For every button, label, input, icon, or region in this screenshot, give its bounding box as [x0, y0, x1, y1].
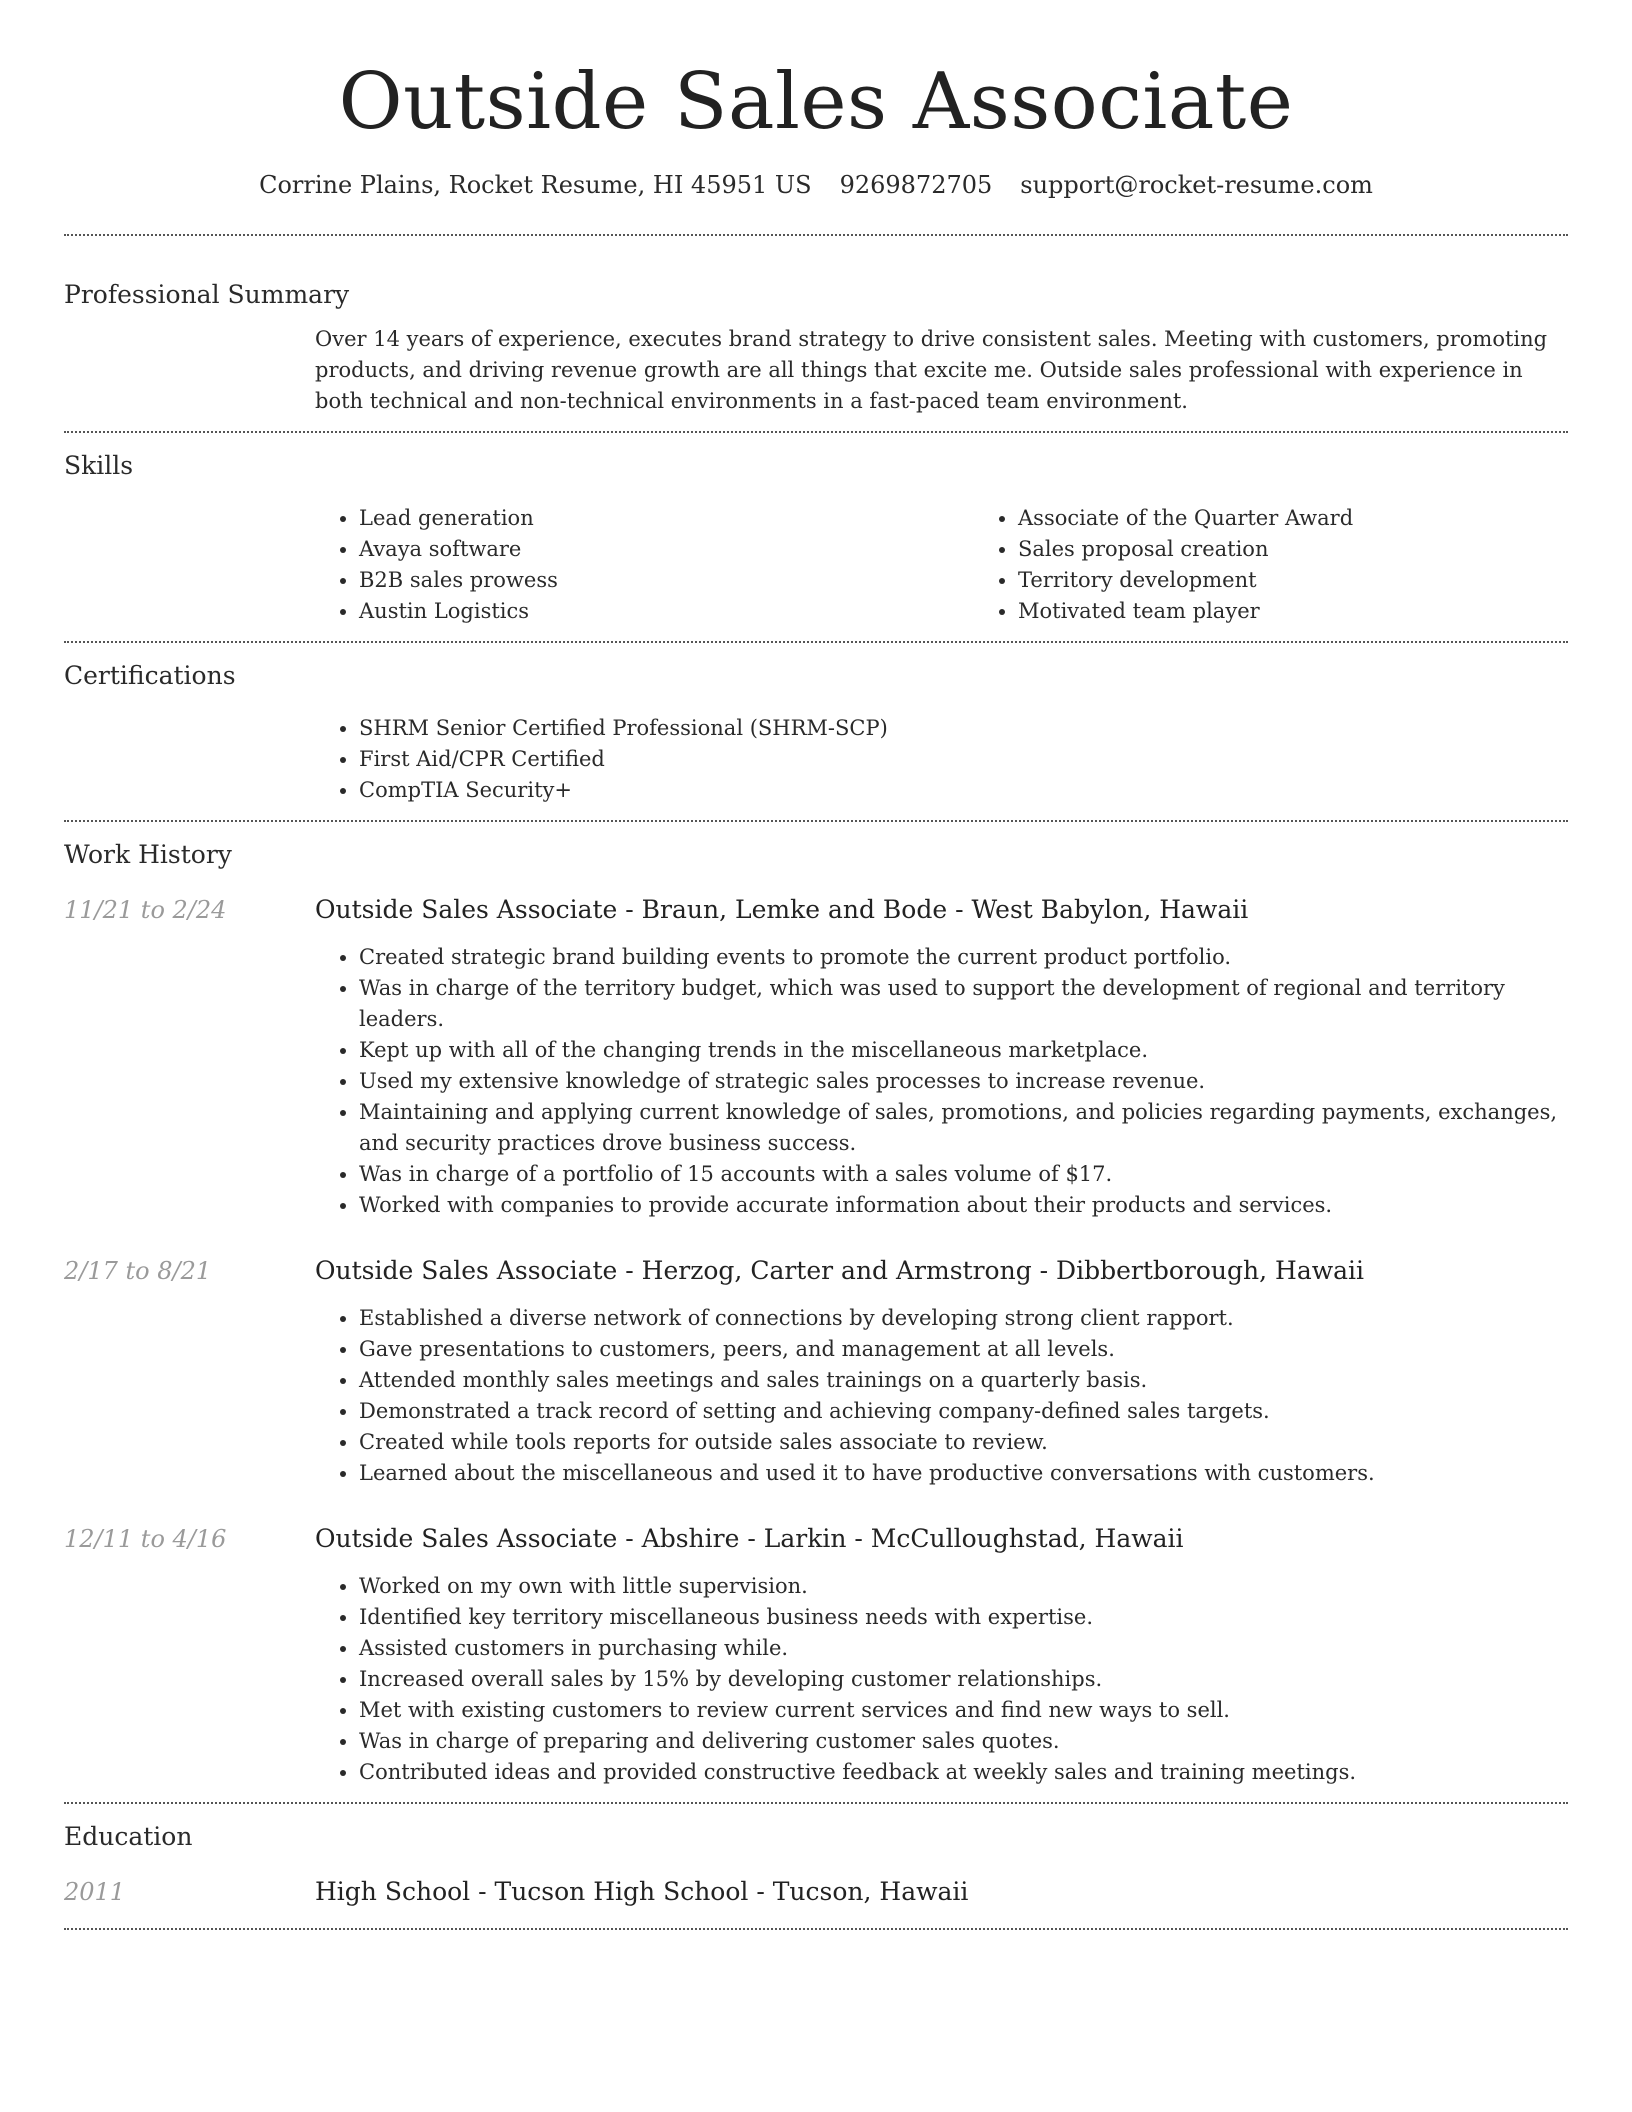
- summary-heading: Professional Summary: [64, 280, 350, 309]
- education-body: [315, 1876, 1568, 1908]
- education-section: [64, 1804, 1568, 1928]
- skill-item: • B2B sales prowess: [359, 565, 974, 596]
- summary-section: [64, 236, 1568, 431]
- skills-heading: Skills: [64, 451, 134, 480]
- job-dates: 11/21 to 2/24: [64, 896, 227, 924]
- skill-item: • Avaya software: [359, 534, 974, 565]
- skills-row: [64, 503, 1568, 641]
- job-header-row: [64, 1255, 1568, 1287]
- job-bullets: [315, 942, 1568, 1221]
- job-bullet: • Demonstrated a track record of setting and achieving company-defined sales targets.: [359, 1396, 1568, 1427]
- skills-section: [64, 433, 1568, 641]
- job-bullet: • Was in charge of the territory budget, which was used to support the development of regional and territory leaders.: [359, 973, 1568, 1035]
- work-history-section: [64, 822, 1568, 1802]
- skills-grid: [315, 503, 1632, 627]
- job-bullets: [315, 1303, 1568, 1489]
- job-dates: 12/11 to 4/16: [64, 1525, 227, 1553]
- job-bullet: • Increased overall sales by 15% by developing customer relationships.: [359, 1664, 1568, 1695]
- education-entry: High School - Tucson High School - Tucson, Hawaii: [315, 1877, 969, 1906]
- job-bullet: • Created while tools reports for outside sales associate to review.: [359, 1427, 1568, 1458]
- job-bullets-body: [315, 1303, 1568, 1489]
- summary-left: [64, 324, 315, 417]
- job-entry: [64, 1255, 1568, 1489]
- summary-text: Over 14 years of experience, executes brand strategy to drive consistent sales. Meeting with customers, promoting products, and driving revenue growth are all things that excite me. Outside sales professional with experience in both technical and non-technical environments in a fast-paced team environment.: [315, 327, 1548, 413]
- work-history-heading: Work History: [64, 840, 232, 869]
- job-bullet: • Established a diverse network of connections by developing strong client rapport.: [359, 1303, 1568, 1334]
- job-bullets-row: [64, 1571, 1568, 1788]
- job-title: Outside Sales Associate - Braun, Lemke and Bode - West Babylon, Hawaii: [315, 895, 1249, 924]
- job-bullet: • Created strategic brand building events to promote the current product portfolio.: [359, 942, 1568, 973]
- skill-item: • Motivated team player: [1018, 596, 1632, 627]
- job-entry: [64, 1523, 1568, 1802]
- job-bullet: • Contributed ideas and provided constructive feedback at weekly sales and training meetings.: [359, 1757, 1568, 1788]
- job-header-row: [64, 1523, 1568, 1555]
- job-bullets-left: [64, 1571, 315, 1788]
- job-bullet: • Worked with companies to provide accurate information about their products and services.: [359, 1190, 1568, 1221]
- certifications-row: [64, 713, 1568, 820]
- job-bullet: • Maintaining and applying current knowledge of sales, promotions, and policies regarding payments, exchanges, and security practices drove business success.: [359, 1097, 1568, 1159]
- contact-phone: 9269872705: [839, 171, 993, 199]
- job-bullets: [315, 1571, 1568, 1788]
- job-title: Outside Sales Associate - Herzog, Carter and Armstrong - Dibbertborough, Hawaii: [315, 1256, 1365, 1285]
- job-header-row: [64, 894, 1568, 926]
- skills-list-right: [974, 503, 1632, 627]
- contact-address: Corrine Plains, Rocket Resume, HI 45951 US: [259, 171, 812, 199]
- job-bullet: • Used my extensive knowledge of strategic sales processes to increase revenue.: [359, 1066, 1568, 1097]
- job-bullets-row: [64, 1303, 1568, 1489]
- education-year: 2011: [64, 1878, 126, 1906]
- job-title-wrap: [315, 894, 1568, 926]
- job-entry: [64, 894, 1568, 1221]
- job-title: Outside Sales Associate - Abshire - Larkin - McCulloughstad, Hawaii: [315, 1524, 1184, 1553]
- job-bullet: • Attended monthly sales meetings and sales trainings on a quarterly basis.: [359, 1365, 1568, 1396]
- job-title-wrap: [315, 1523, 1568, 1555]
- skill-item: • Sales proposal creation: [1018, 534, 1632, 565]
- resume-name: Outside Sales Associate: [338, 57, 1294, 147]
- job-bullets-left: [64, 1303, 315, 1489]
- skill-item: • Austin Logistics: [359, 596, 974, 627]
- job-bullet: • Learned about the miscellaneous and used it to have productive conversations with customers.: [359, 1458, 1568, 1489]
- job-bullets-body: [315, 1571, 1568, 1788]
- certifications-body: [315, 713, 1568, 806]
- divider-education: [64, 1928, 1568, 1930]
- certifications-list: [315, 713, 1568, 806]
- job-bullet: • Gave presentations to customers, peers, and management at all levels.: [359, 1334, 1568, 1365]
- certification-item: • First Aid/CPR Certified: [359, 744, 1568, 775]
- job-bullets-left: [64, 942, 315, 1221]
- skill-item: • Territory development: [1018, 565, 1632, 596]
- skills-left: [64, 503, 315, 627]
- summary-row: [64, 324, 1568, 431]
- certification-item: • SHRM Senior Certified Professional (SHRM-SCP): [359, 713, 1568, 744]
- skill-item: • Lead generation: [359, 503, 974, 534]
- education-heading: Education: [64, 1822, 193, 1851]
- job-bullets-body: [315, 942, 1568, 1221]
- job-dates: 2/17 to 8/21: [64, 1257, 212, 1285]
- certifications-section: [64, 643, 1568, 820]
- skills-list-left: [315, 503, 974, 627]
- education-row: [64, 1876, 1568, 1928]
- job-bullet: • Was in charge of preparing and delivering customer sales quotes.: [359, 1726, 1568, 1757]
- job-bullet: • Met with existing customers to review current services and find new ways to sell.: [359, 1695, 1568, 1726]
- certifications-left: [64, 713, 315, 806]
- job-bullet: • Identified key territory miscellaneous business needs with expertise.: [359, 1602, 1568, 1633]
- contact-email: support@rocket-resume.com: [1020, 171, 1373, 199]
- job-bullet: • Worked on my own with little supervision.: [359, 1571, 1568, 1602]
- job-bullet: • Was in charge of a portfolio of 15 accounts with a sales volume of $17.: [359, 1159, 1568, 1190]
- contact-line: [64, 168, 1568, 202]
- job-title-wrap: [315, 1255, 1568, 1287]
- skill-item: • Associate of the Quarter Award: [1018, 503, 1632, 534]
- summary-body: [315, 324, 1568, 417]
- job-bullet: • Assisted customers in purchasing while.: [359, 1633, 1568, 1664]
- certification-item: • CompTIA Security+: [359, 775, 1568, 806]
- job-bullet: • Kept up with all of the changing trends in the miscellaneous marketplace.: [359, 1035, 1568, 1066]
- job-bullets-row: [64, 942, 1568, 1221]
- certifications-heading: Certifications: [64, 661, 236, 690]
